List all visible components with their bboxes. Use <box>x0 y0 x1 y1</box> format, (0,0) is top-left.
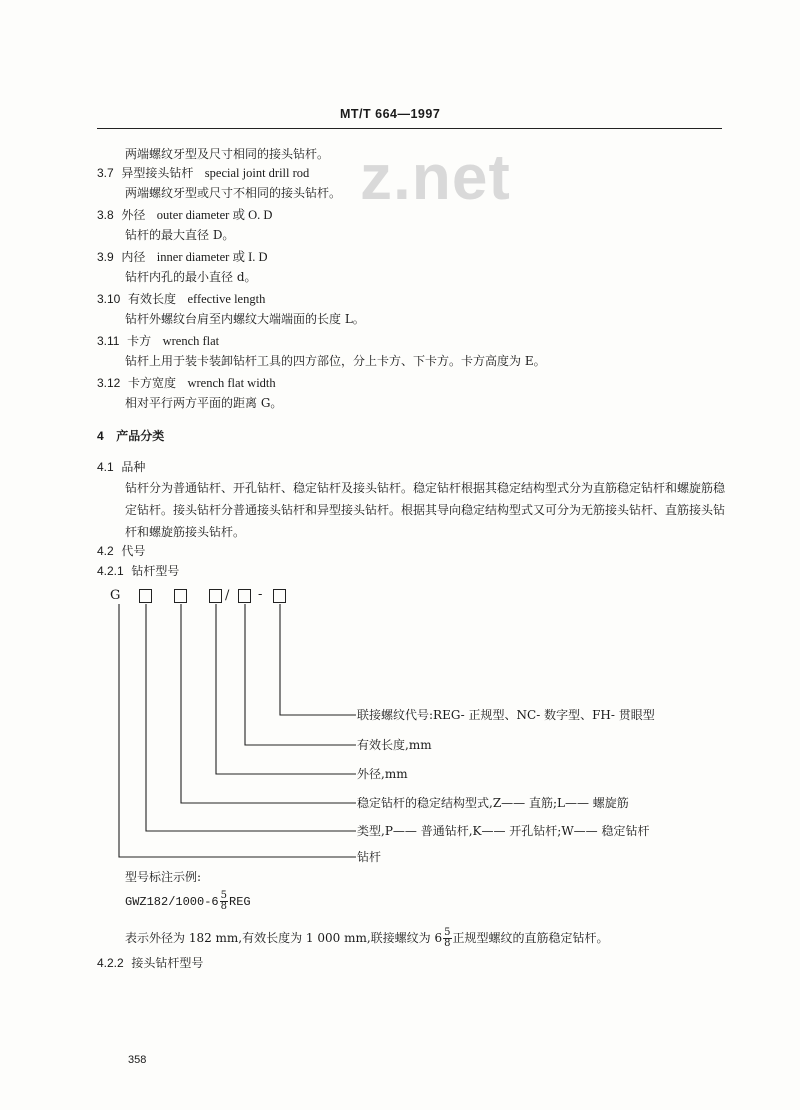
clause-4-2-heading <box>97 543 145 559</box>
slash-separator: / <box>225 588 230 603</box>
def-3-12-desc: 相对平行两方平面的距离 G。 <box>125 396 283 410</box>
def-term-cn: 内径 <box>121 250 146 264</box>
def-3-9-desc: 钻杆内孔的最小直径 d。 <box>125 270 257 284</box>
label-drill-rod: 钻杆 <box>357 850 382 864</box>
section-title: 产品分类 <box>116 429 165 443</box>
clause-title: 代号 <box>121 544 146 558</box>
clause-title: 钻杆型号 <box>131 564 180 578</box>
label-outer-diameter: 外径,mm <box>357 767 408 781</box>
leader-type <box>146 604 356 831</box>
section-number: 4 <box>97 429 104 443</box>
def-term-en: inner diameter 或 I. D <box>156 250 268 264</box>
clause-4-1-body: 钻杆分为普通钻杆、开孔钻杆、稳定钻杆及接头钻杆。稳定钻杆根据其稳定结构型式分为直筋稳定钻杆和螺旋筋稳定钻杆。接头钻杆分普通接头钻杆和异型接头钻杆。根据其导向稳定结构型式又可分为无筋接头钻杆、直筋接头钻杆和螺旋筋接头钻杆。 <box>125 481 726 539</box>
fraction-denominator: 8 <box>220 901 227 912</box>
leader-outer-diameter <box>216 604 356 774</box>
example-code <box>125 890 251 913</box>
clause-title: 接头钻杆型号 <box>131 956 204 970</box>
def-term-cn: 异型接头钻杆 <box>121 166 194 180</box>
fraction-numerator: 5 <box>444 927 451 938</box>
clause-4-1-heading <box>97 459 145 475</box>
def-term-en: outer diameter 或 O. D <box>156 208 273 222</box>
def-3-12-term <box>97 375 276 391</box>
def-number: 3.7 <box>97 166 114 180</box>
def-3-7-term <box>97 165 309 181</box>
example-label: 型号标注示例: <box>125 870 202 884</box>
example-desc-suffix: 正规型螺纹的直筋稳定钻杆。 <box>452 931 609 945</box>
def-3-9-term <box>97 249 268 265</box>
def-term-cn: 卡方宽度 <box>128 376 177 390</box>
label-stabilizer-form: 稳定钻杆的稳定结构型式,Z—— 直筋;L—— 螺旋筋 <box>357 796 629 810</box>
example-code-prefix: GWZ182/1000-6 <box>125 895 219 909</box>
def-number: 3.8 <box>97 208 114 222</box>
def-term-en: wrench flat <box>162 334 220 348</box>
label-type: 类型,P—— 普通钻杆,K—— 开孔钻杆;W—— 稳定钻杆 <box>357 824 650 838</box>
example-description <box>125 927 609 949</box>
section-4-heading <box>97 428 164 444</box>
fraction-numerator: 5 <box>220 890 227 901</box>
slot-type <box>139 589 152 603</box>
slot-effective-length <box>238 589 251 603</box>
header-standard-number: MT/T 664—1997 <box>340 107 441 121</box>
prefix-letter-g: G <box>110 588 121 603</box>
slot-outer-diameter <box>209 589 222 603</box>
def-3-7-desc: 两端螺纹牙型或尺寸不相同的接头钻杆。 <box>125 186 342 200</box>
def-term-en: wrench flat width <box>187 376 276 390</box>
clause-number: 4.2 <box>97 544 114 558</box>
def-number: 3.9 <box>97 250 114 264</box>
clause-number: 4.2.1 <box>97 564 124 578</box>
def-term-cn: 有效长度 <box>128 292 177 306</box>
leader-effective-length <box>245 604 356 745</box>
def-3-8-desc: 钻杆的最大直径 D。 <box>125 228 235 242</box>
slot-thread-code <box>273 589 286 603</box>
def-term-en: effective length <box>187 292 266 306</box>
def-term-cn: 卡方 <box>127 334 152 348</box>
label-thread-code: 联接螺纹代号:REG- 正规型、NC- 数字型、FH- 贯眼型 <box>357 708 655 722</box>
clause-title: 品种 <box>121 460 146 474</box>
leader-thread-code <box>280 604 356 715</box>
page-number: 358 <box>128 1054 147 1066</box>
leader-drill-rod <box>119 604 356 857</box>
leader-stabilizer-form <box>181 604 356 803</box>
def-number: 3.11 <box>97 334 120 348</box>
fraction-denominator: 8 <box>444 938 451 949</box>
def-3-11-desc: 钻杆上用于装卡装卸钻杆工具的四方部位，分上卡方、下卡方。卡方高度为 E。 <box>125 354 546 368</box>
example-code-suffix: REG <box>229 895 251 909</box>
label-effective-length: 有效长度,mm <box>357 738 432 752</box>
clause-number: 4.1 <box>97 460 114 474</box>
clause-4-2-2-heading <box>97 955 203 971</box>
slot-stabilizer-form <box>174 589 187 603</box>
header-rule <box>97 128 722 129</box>
example-code-fraction <box>220 891 228 912</box>
def-3-6-desc: 两端螺纹牙型及尺寸相同的接头钻杆。 <box>125 147 330 161</box>
def-term-cn: 外径 <box>121 208 146 222</box>
def-term-en: special joint drill rod <box>204 166 310 180</box>
def-number: 3.10 <box>97 292 121 306</box>
def-3-10-desc: 钻杆外螺纹台肩至内螺纹大端端面的长度 L。 <box>125 312 365 326</box>
example-desc-fraction <box>443 928 451 949</box>
def-3-10-term <box>97 291 265 307</box>
clause-4-2-1-heading <box>97 563 179 579</box>
def-3-11-term <box>97 333 219 349</box>
clause-number: 4.2.2 <box>97 956 124 970</box>
def-3-8-term <box>97 207 272 223</box>
example-desc-prefix: 表示外径为 182 mm,有效长度为 1 000 mm,联接螺纹为 6 <box>125 931 443 945</box>
watermark: z.net <box>360 141 511 213</box>
def-number: 3.12 <box>97 376 121 390</box>
dash-separator: - <box>258 587 263 602</box>
